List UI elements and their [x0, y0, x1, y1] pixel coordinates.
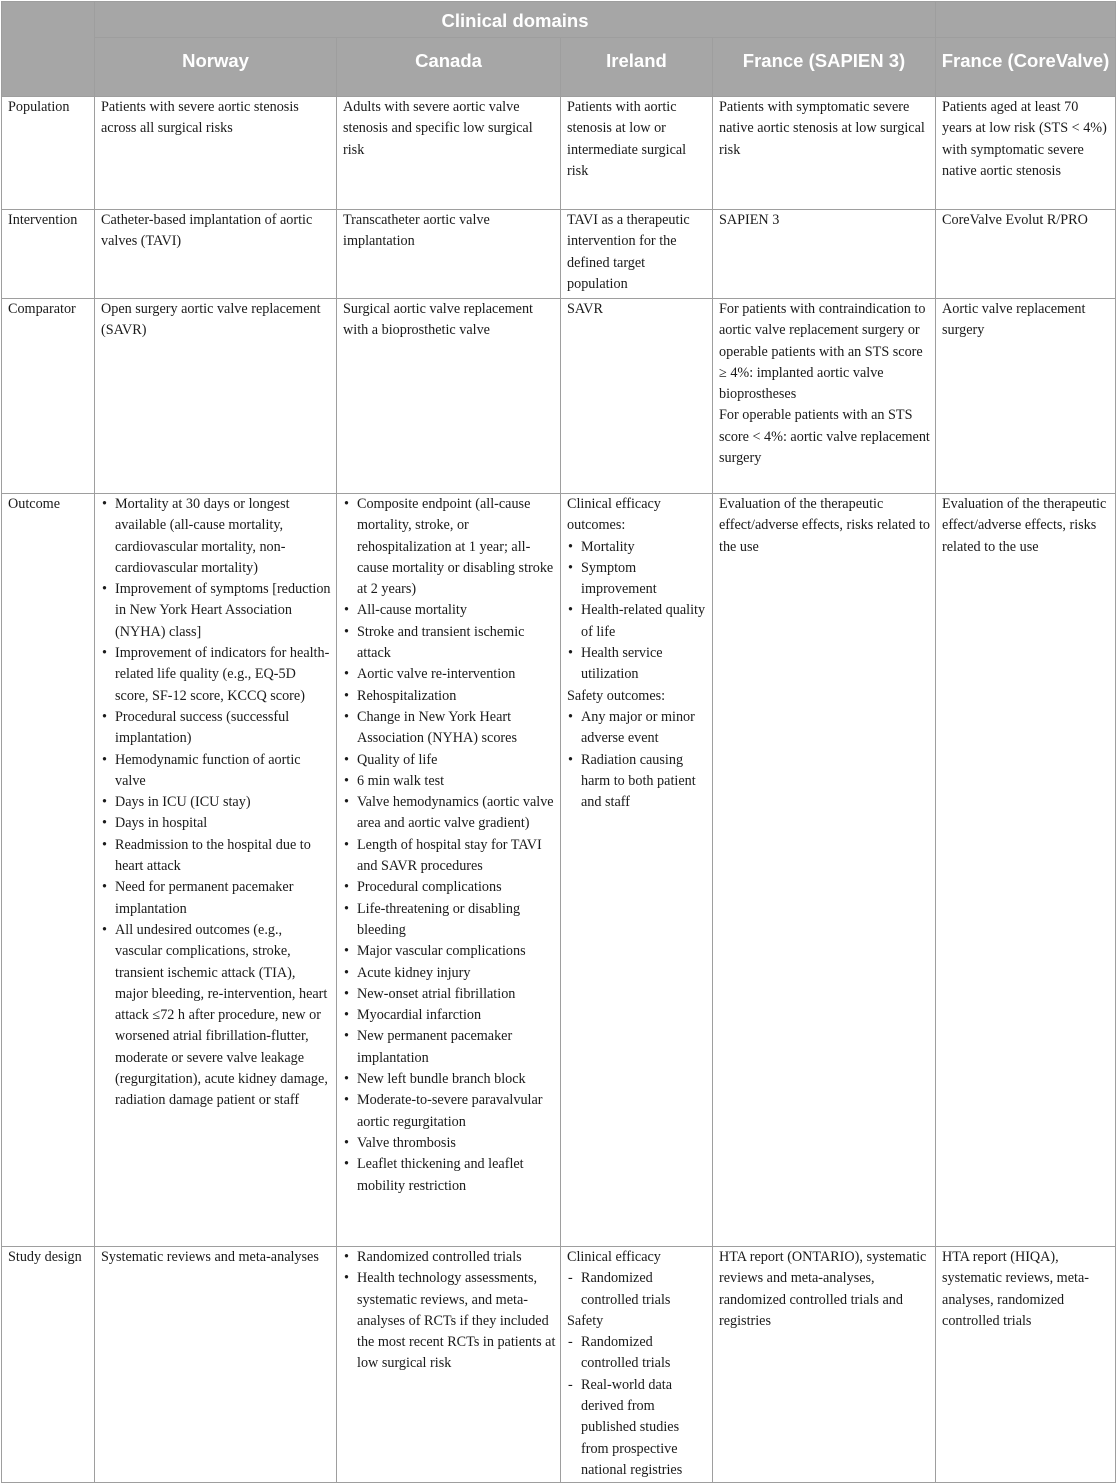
outcome-france-sapien: Evaluation of the therapeutic effect/adverse effects, risks related to the use	[713, 494, 936, 1247]
outcome-norway-item: • Hemodynamic function of aortic valve	[101, 750, 332, 793]
outcome-france-corevalve: Evaluation of the therapeutic effect/adverse effects, risks related to the use	[936, 494, 1116, 1247]
column-header-france-corevalve: France (CoreValve)	[936, 38, 1116, 97]
study-design-canada-list	[343, 1247, 556, 1375]
outcome-canada-item: • Rehospitalization	[343, 686, 556, 707]
outcome-canada-item: • New-onset atrial fibrillation	[343, 984, 556, 1005]
intervention-norway: Catheter-based implantation of aortic valves (TAVI)	[95, 210, 337, 299]
study-design-canada-item: • Randomized controlled trials	[343, 1247, 556, 1268]
comparator-france-sapien-part2: For operable patients with an STS score < 4%: aortic valve replacement surgery	[719, 407, 930, 467]
population-ireland: Patients with aortic stenosis at low or intermediate surgical risk	[561, 97, 713, 210]
table-row-study-design	[2, 1247, 1116, 1483]
outcome-canada-item: • Length of hospital stay for TAVI and SAVR procedures	[343, 835, 556, 878]
row-label-study-design: Study design	[2, 1247, 95, 1483]
outcome-canada-item: • All-cause mortality	[343, 600, 556, 621]
outcome-canada-item: • Major vascular complications	[343, 941, 556, 962]
pico-table	[1, 1, 1116, 1483]
study-design-canada-item: • Health technology assessments, systematic reviews, and meta-analyses of RCTs if they included the most recent RCTs in patients at low surgical risk	[343, 1268, 556, 1374]
row-label-population: Population	[2, 97, 95, 210]
outcome-ireland-efficacy-item: • Symptom improvement	[567, 558, 708, 601]
outcome-ireland-safety-heading: Safety outcomes:	[567, 687, 666, 704]
table-row-population	[2, 97, 1116, 210]
outcome-norway-item: • Days in hospital	[101, 813, 332, 834]
header-row-group	[2, 2, 1116, 38]
outcome-ireland-efficacy-item: • Health-related quality of life	[567, 600, 708, 643]
outcome-norway-item: • Mortality at 30 days or longest available (all-cause mortality, cardiovascular mortality, non-cardiovascular mortality)	[101, 494, 332, 579]
study-design-ireland-efficacy-heading: Clinical efficacy	[567, 1249, 661, 1265]
outcome-canada-item: • Acute kidney injury	[343, 963, 556, 984]
population-france-sapien: Patients with symptomatic severe native aortic stenosis at low surgical risk	[713, 97, 936, 210]
outcome-canada-item: • 6 min walk test	[343, 771, 556, 792]
column-header-france-sapien: France (SAPIEN 3)	[713, 38, 936, 97]
outcome-norway-item: • Improvement of indicators for health-related life quality (e.g., EQ-5D score, SF-12 score, KCCQ score)	[101, 643, 332, 707]
outcome-canada-item: • Valve hemodynamics (aortic valve area and aortic valve gradient)	[343, 792, 556, 835]
table-row-comparator	[2, 299, 1116, 494]
outcome-ireland-safety-item: • Any major or minor adverse event	[567, 707, 708, 750]
outcome-canada-item: • Myocardial infarction	[343, 1005, 556, 1026]
outcome-canada	[337, 494, 561, 1247]
outcome-ireland	[561, 494, 713, 1247]
population-canada: Adults with severe aortic valve stenosis and specific low surgical risk	[337, 97, 561, 210]
outcome-canada-item: • Stroke and transient ischemic attack	[343, 622, 556, 665]
row-label-outcome: Outcome	[2, 494, 95, 1247]
outcome-canada-item: • Valve thrombosis	[343, 1133, 556, 1154]
outcome-norway-item: • Readmission to the hospital due to heart attack	[101, 835, 332, 878]
study-design-france-sapien: HTA report (ONTARIO), systematic reviews and meta-analyses, randomized controlled trials and registries	[713, 1247, 936, 1483]
outcome-canada-item: • Life-threatening or disabling bleeding	[343, 899, 556, 942]
outcome-norway	[95, 494, 337, 1247]
column-header-canada: Canada	[337, 38, 561, 97]
comparator-canada: Surgical aortic valve replacement with a bioprosthetic valve	[337, 299, 561, 494]
study-design-ireland-safety-item: - Randomized controlled trials	[567, 1332, 708, 1375]
outcome-norway-item: • Improvement of symptoms [reduction in New York Heart Association (NYHA) class]	[101, 579, 332, 643]
outcome-canada-item: • New left bundle branch block	[343, 1069, 556, 1090]
group-header-blank	[936, 2, 1116, 38]
outcome-ireland-efficacy-list	[567, 537, 708, 686]
study-design-france-corevalve: HTA report (HIQA), systematic reviews, meta-analyses, randomized controlled trials	[936, 1247, 1116, 1483]
outcome-ireland-efficacy-item: • Mortality	[567, 537, 708, 558]
study-design-ireland	[561, 1247, 713, 1483]
column-header-ireland: Ireland	[561, 38, 713, 97]
outcome-canada-item: • Quality of life	[343, 750, 556, 771]
study-design-ireland-efficacy-list	[567, 1268, 708, 1311]
outcome-ireland-safety-item: • Radiation causing harm to both patient and staff	[567, 750, 708, 814]
comparator-france-sapien	[713, 299, 936, 494]
outcome-canada-item: • Leaflet thickening and leaflet mobility restriction	[343, 1154, 556, 1197]
study-design-ireland-efficacy-item: - Randomized controlled trials	[567, 1268, 708, 1311]
table-row-outcome	[2, 494, 1116, 1247]
intervention-ireland: TAVI as a therapeutic intervention for the defined target population	[561, 210, 713, 299]
outcome-canada-list	[343, 494, 556, 1197]
outcome-canada-item: • Composite endpoint (all-cause mortality, stroke, or rehospitalization at 1 year; all-cause mortality or disabling stroke at 2 years)	[343, 494, 556, 600]
outcome-norway-item: • All undesired outcomes (e.g., vascular complications, stroke, transient ischemic attack (TIA), major bleeding, re-intervention, heart attack ≤72 h after procedure, new or worsened atrial fibrillation-flutter, moderate or severe valve leakage (regurgitation), acute kidney damage, radiation damage patient or staff	[101, 920, 332, 1112]
clinical-domains-header: Clinical domains	[95, 2, 936, 38]
row-label-comparator: Comparator	[2, 299, 95, 494]
outcome-canada-item: • New permanent pacemaker implantation	[343, 1026, 556, 1069]
study-design-ireland-safety-item: - Real-world data derived from published studies from prospective national registries	[567, 1375, 708, 1481]
comparator-france-sapien-part1: For patients with contraindication to aortic valve replacement surgery or operable patients with an STS score ≥ 4%: implanted aortic valve bioprostheses	[719, 301, 926, 403]
outcome-canada-item: • Aortic valve re-intervention	[343, 664, 556, 685]
outcome-norway-item: • Days in ICU (ICU stay)	[101, 792, 332, 813]
comparator-france-corevalve: Aortic valve replacement surgery	[936, 299, 1116, 494]
column-header-norway: Norway	[95, 38, 337, 97]
study-design-norway: Systematic reviews and meta-analyses	[95, 1247, 337, 1483]
outcome-ireland-safety-list	[567, 707, 708, 813]
intervention-canada: Transcatheter aortic valve implantation	[337, 210, 561, 299]
study-design-ireland-safety-list	[567, 1332, 708, 1481]
study-design-canada	[337, 1247, 561, 1483]
outcome-ireland-efficacy-heading: Clinical efficacy outcomes:	[567, 496, 661, 534]
study-design-ireland-safety-heading: Safety	[567, 1312, 604, 1329]
table-row-intervention	[2, 210, 1116, 299]
header-row-columns	[2, 38, 1116, 97]
population-norway: Patients with severe aortic stenosis across all surgical risks	[95, 97, 337, 210]
outcome-norway-item: • Need for permanent pacemaker implantation	[101, 877, 332, 920]
corner-header-cell	[2, 2, 95, 97]
row-label-intervention: Intervention	[2, 210, 95, 299]
outcome-norway-item: • Procedural success (successful implantation)	[101, 707, 332, 750]
intervention-france-corevalve: CoreValve Evolut R/PRO	[936, 210, 1116, 299]
intervention-france-sapien: SAPIEN 3	[713, 210, 936, 299]
outcome-canada-item: • Change in New York Heart Association (NYHA) scores	[343, 707, 556, 750]
population-france-corevalve: Patients aged at least 70 years at low risk (STS < 4%) with symptomatic severe native aortic stenosis	[936, 97, 1116, 210]
comparator-norway: Open surgery aortic valve replacement (SAVR)	[95, 299, 337, 494]
outcome-norway-list	[101, 494, 332, 1112]
comparator-ireland: SAVR	[561, 299, 713, 494]
outcome-canada-item: • Procedural complications	[343, 877, 556, 898]
outcome-canada-item: • Moderate-to-severe paravalvular aortic regurgitation	[343, 1090, 556, 1133]
outcome-ireland-efficacy-item: • Health service utilization	[567, 643, 708, 686]
